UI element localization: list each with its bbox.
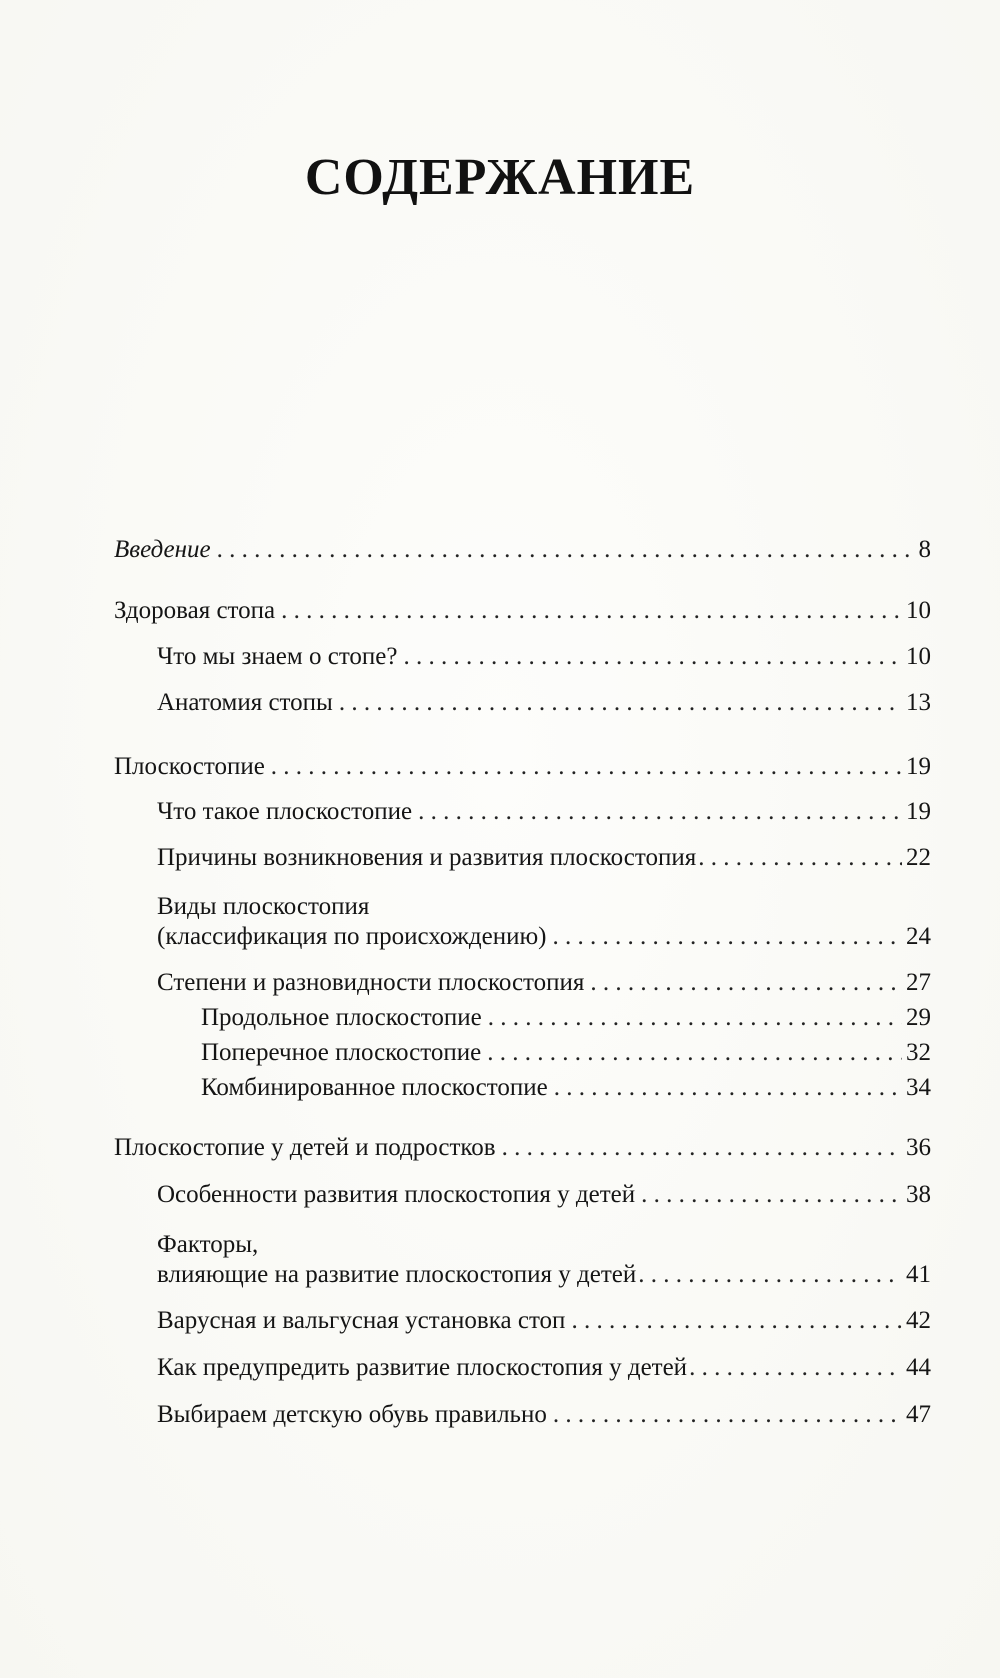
toc-entry-anatomy [157, 688, 931, 718]
toc-page-number: 42 [906, 1307, 931, 1334]
toc-entry-prevention [157, 1353, 931, 1383]
dot-leader [281, 596, 902, 626]
page-title: СОДЕРЖАНИЕ [304, 149, 696, 206]
toc-entry-text: Что мы знаем о стопе? [157, 643, 398, 670]
toc-entry-transverse [201, 1038, 931, 1068]
dot-leader [553, 922, 903, 952]
toc-page-number: 38 [906, 1181, 931, 1208]
toc-page-number: 41 [906, 1261, 931, 1288]
toc-page-number: 47 [906, 1401, 931, 1428]
toc-entry-longitudinal [201, 1003, 931, 1033]
toc-entry-factors-line1: Факторы, [157, 1231, 259, 1258]
dot-leader [217, 535, 915, 565]
toc-page-number: 24 [906, 923, 931, 950]
toc-entry-text: Поперечное плоскостопие [201, 1039, 482, 1066]
toc-page-number: 10 [906, 597, 931, 624]
dot-leader [698, 843, 902, 873]
toc-entry-text: Здоровая стопа [114, 597, 276, 624]
toc-entry-text: Плоскостопие у детей и подростков [114, 1134, 496, 1161]
toc-entry-combined [201, 1073, 931, 1103]
dot-leader [638, 1260, 902, 1290]
dot-leader [271, 752, 902, 782]
toc-page-number: 19 [906, 798, 931, 825]
dot-leader [571, 1306, 902, 1336]
dot-leader [641, 1180, 902, 1210]
toc-entry-text: Комбинированное плоскостопие [201, 1074, 548, 1101]
toc-entry-types [157, 922, 931, 952]
toc-entry-text: Степени и разновидности плоскостопия [157, 969, 585, 996]
toc-entry-text: Продольное плоскостопие [201, 1004, 482, 1031]
toc-page-number: 32 [906, 1039, 931, 1066]
toc-entry-degrees [157, 968, 931, 998]
toc-entry-varus-valgus [157, 1306, 931, 1336]
toc-page-number: 10 [906, 643, 931, 670]
toc-entry-text: Анатомия стопы [157, 689, 333, 716]
toc-entry-text: Плоскостопие [114, 753, 265, 780]
toc-entry-text: Выбираем детскую обувь правильно [157, 1401, 547, 1428]
toc-page-number: 44 [906, 1354, 931, 1381]
toc-entry-children [114, 1133, 931, 1163]
toc-entry-text: (классификация по происхождению) [157, 923, 547, 950]
toc-entry-shoes [157, 1400, 931, 1430]
dot-leader [689, 1353, 902, 1383]
toc-entry-text: Что такое плоскостопие [157, 798, 413, 825]
dot-leader [488, 1003, 902, 1033]
toc-page-number: 36 [906, 1134, 931, 1161]
toc-page-number: 34 [906, 1074, 931, 1101]
toc-entry-text: Особенности развития плоскостопия у детей [157, 1181, 636, 1208]
toc-page-number: 29 [906, 1004, 931, 1031]
toc-page-number: 8 [918, 536, 931, 563]
dot-leader [590, 968, 902, 998]
toc-page-number: 13 [906, 689, 931, 716]
toc-entry-factors [157, 1260, 931, 1290]
toc-entry-children-features [157, 1180, 931, 1210]
toc-entry-types-line1: Виды плоскостопия [157, 893, 370, 920]
toc-entry-text: Причины возникновения и развития плоскостопия [157, 844, 697, 871]
toc-entry-text: Введение [114, 536, 211, 563]
toc-entry-introduction [114, 535, 931, 565]
toc-entry-healthy-foot [114, 596, 931, 626]
toc-page-number: 19 [906, 753, 931, 780]
dot-leader [339, 688, 902, 718]
dot-leader [553, 1400, 902, 1430]
dot-leader [487, 1038, 902, 1068]
toc-entry-flatfoot [114, 752, 931, 782]
dot-leader [554, 1073, 902, 1103]
toc-entry-what-we-know [157, 642, 931, 672]
dot-leader [418, 797, 902, 827]
toc-page-number: 27 [906, 969, 931, 996]
dot-leader [502, 1133, 902, 1163]
toc-entry-what-is-flatfoot [157, 797, 931, 827]
toc-entry-causes [157, 843, 931, 873]
toc-page-number: 22 [906, 844, 931, 871]
toc-entry-text: Варусная и вальгусная установка стоп [157, 1307, 566, 1334]
dot-leader [404, 642, 903, 672]
toc-entry-text: влияющие на развитие плоскостопия у детей [157, 1261, 637, 1288]
toc-entry-text: Как предупредить развитие плоскостопия у детей [157, 1354, 688, 1381]
